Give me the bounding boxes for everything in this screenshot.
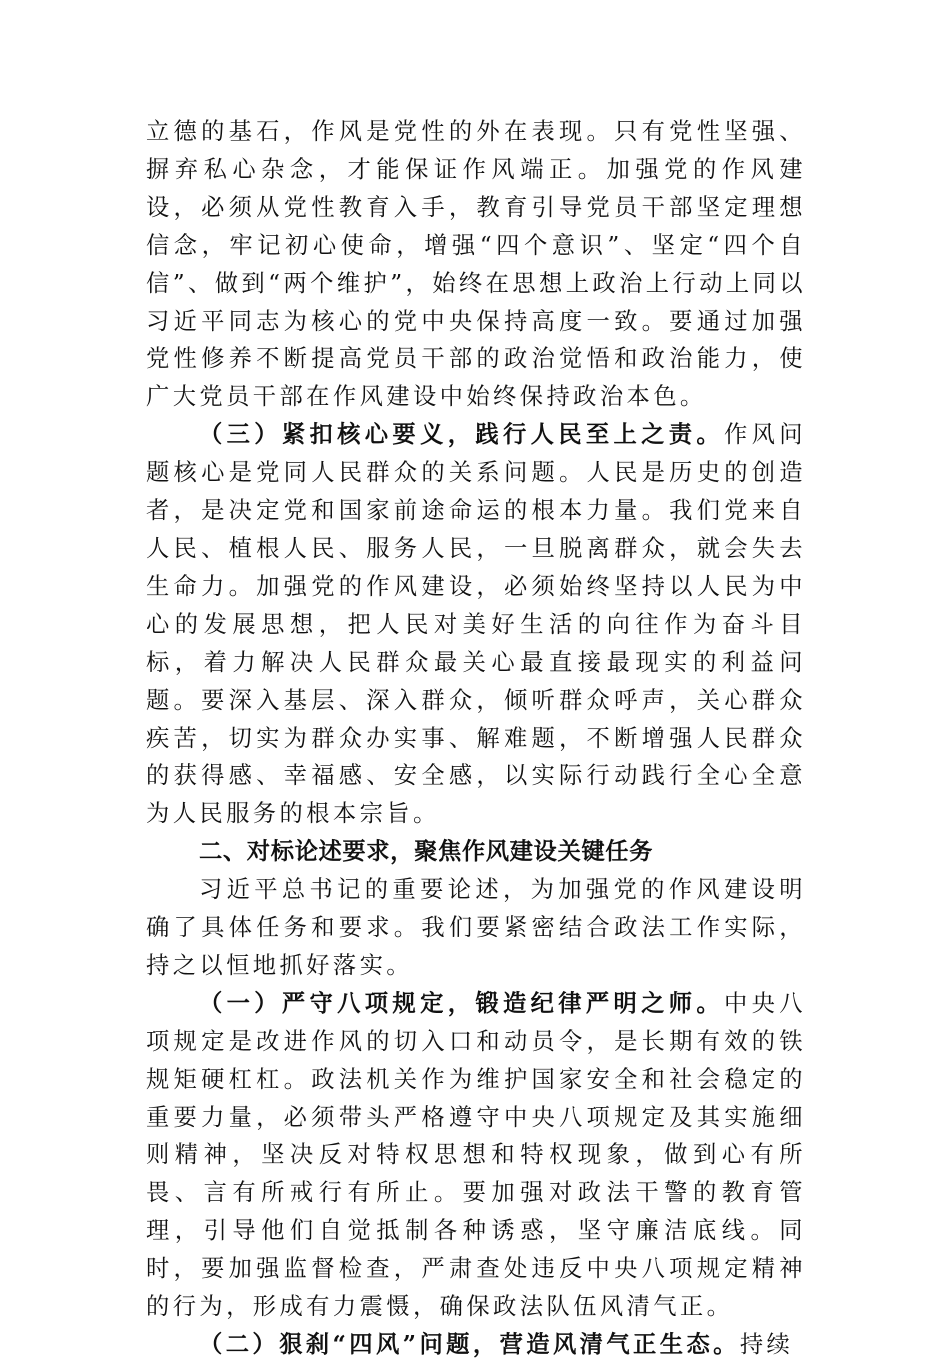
paragraph-intro-2: 习近平总书记的重要论述，为加强党的作风建设明确了具体任务和要求。我们要紧密结合政法工作实际，持之以恒地抓好落实。 <box>146 876 806 979</box>
document-body <box>146 113 806 1364</box>
paragraph-lead-2: （二）狠刹“四风”问题，营造风清气正生态。 <box>199 1331 740 1358</box>
paragraph-four-winds <box>146 1326 806 1364</box>
paragraph-party-spirit: 立德的基石，作风是党性的外在表现。只有党性坚强、摒弃私心杂念，才能保证作风端正。加强党的作风建设，必须从党性教育入手，教育引导党员干部坚定理想信念，牢记初心使命，增强“四个意识”、坚定“四个自信”、做到“两个维护”，始终在思想上政治上行动上同以习近平同志为核心的党中央保持高度一致。要通过加强党性修养不断提高党员干部的政治觉悟和政治能力，使广大党员干部在作风建设中始终保持政治本色。 <box>146 118 806 411</box>
paragraph-body-1: 中央八项规定是改进作风的切入口和动员令，是长期有效的铁规矩硬杠杠。政法机关作为维护国家安全和社会稳定的重要力量，必须带头严格遵守中央八项规定及其实施细则精神，坚决反对特权思想和特权现象，做到心有所畏、言有所戒行有所止。要加强对政法干警的教育管理，引导他们自觉抵制各种诱惑，坚守廉洁底线。同时，要加强监督检查，严肃查处违反中央八项规定精神的行为，形成有力震慑，确保政法队伍风清气正。 <box>146 989 806 1321</box>
paragraph-eight-rules <box>146 985 806 1326</box>
paragraph-people-first <box>146 416 806 833</box>
section-heading-2: 二、对标论述要求，聚焦作风建设关键任务 <box>199 838 654 866</box>
paragraph-body-2: 持续 <box>739 1331 794 1358</box>
paragraph-body-3: 作风问题核心是党同人民群众的关系问题。人民是历史的创造者，是决定党和国家前途命运的根本力量。我们党来自人民、植根人民、服务人民，一旦脱离群众，就会失去生命力。加强党的作风建设，必须始终坚持以人民为中心的发展思想，把人民对美好生活的向往作为奋斗目标，着力解决人民群众最关心最直接最现实的利益问题。要深入基层、深入群众，倾听群众呼声，关心群众疾苦，切实为群众办实事、解难题，不断增强人民群众的获得感、幸福感、安全感，以实际行动践行全心全意为人民服务的根本宗旨。 <box>146 421 806 828</box>
paragraph-lead-3: （三）紧扣核心要义，践行人民至上之责。 <box>199 421 725 449</box>
paragraph-lead-1: （一）严守八项规定，锻造纪律严明之师。 <box>199 989 725 1017</box>
